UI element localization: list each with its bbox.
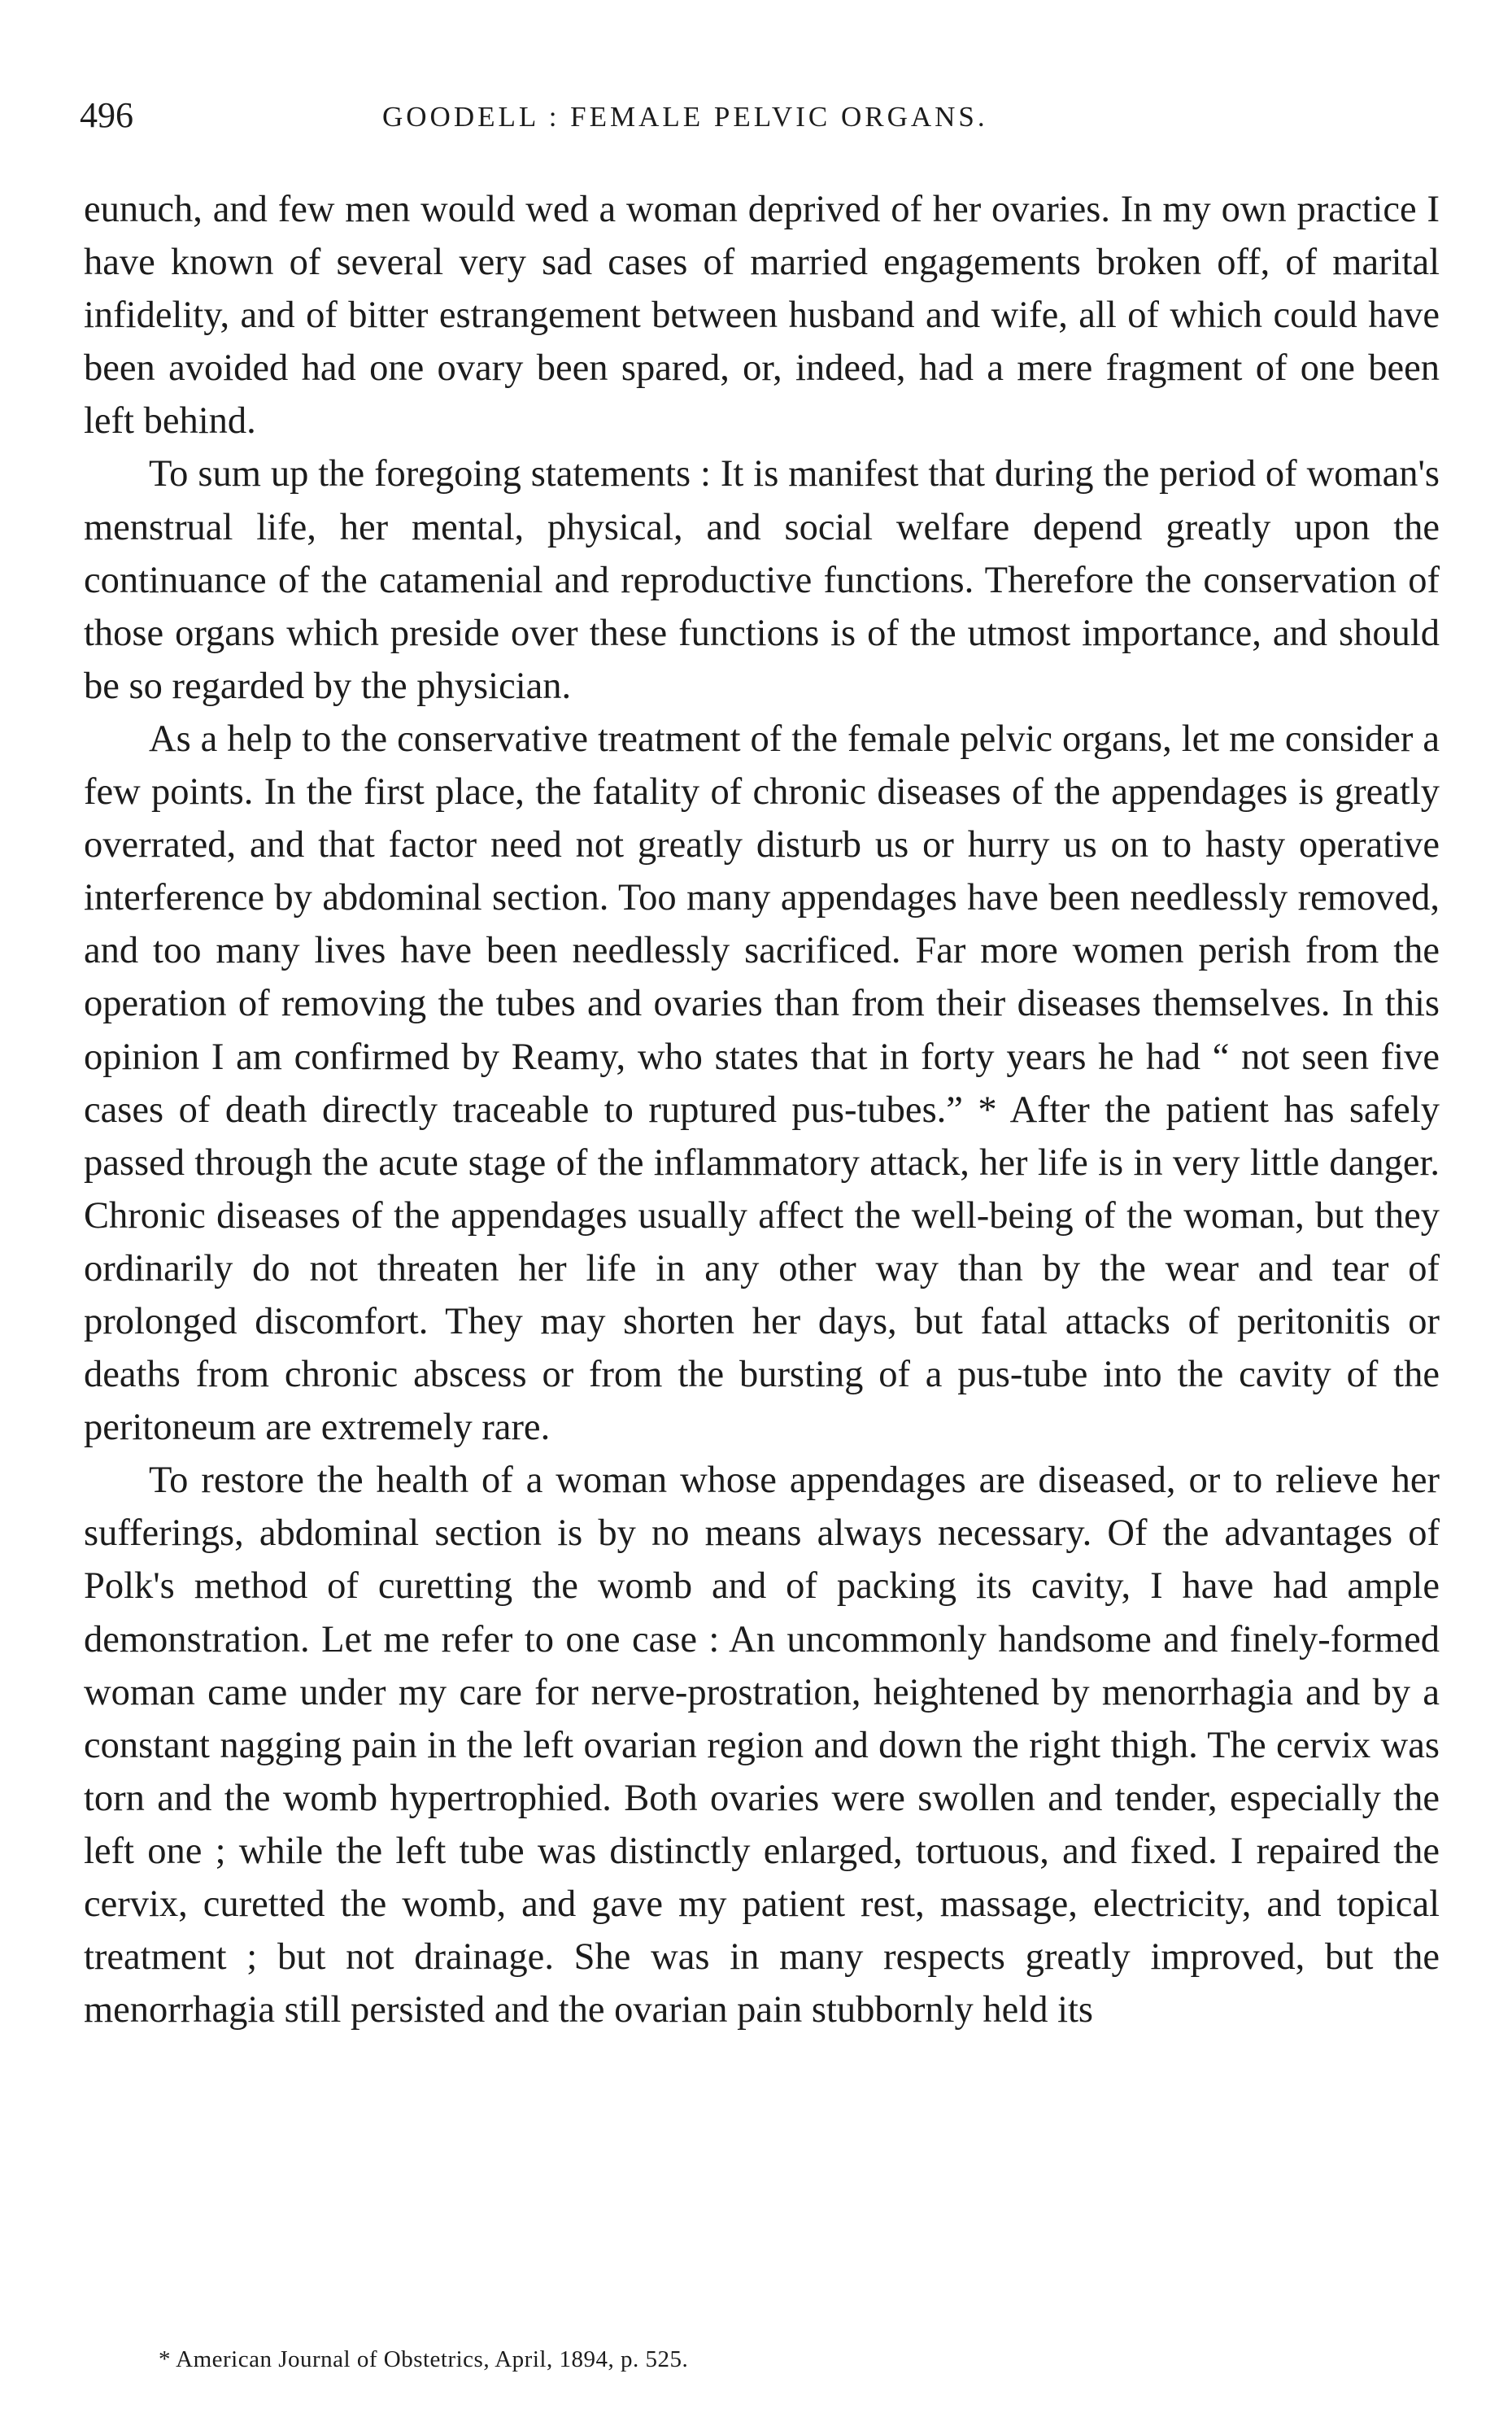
running-title: GOODELL : FEMALE PELVIC ORGANS. [382, 101, 988, 133]
body-text [84, 183, 1440, 2036]
paragraph-continuation: eunuch, and few men would wed a woman deprived of her ovaries. In my own practice I have known of several very sad cases of married engagements broken off, of marital infidelity, and of bitter estrangement between husband and wife, all of which could have been avoided had one ovary been spared, or, indeed, had a mere fragment of one been left behind. [84, 189, 1440, 443]
paragraph-conservative-treatment: As a help to the conservative treatment of the female pelvic organs, let me consider a few points. In the first place, the fatality of chronic diseases of the appendages is greatly overrated, and that factor need not greatly disturb us or hurry us on to hasty operative interference by abdominal section. Too many appendages have been needlessly removed, and too many lives have been needlessly sacrificed. Far more women perish from the operation of removing the tubes and ovaries than from their diseases themselves. In this opinion I am confirmed by Reamy, who states that in forty years he had “ not seen five cases of death directly traceable to ruptured pus-tubes.” * After the patient has safely passed through the acute stage of the inflammatory attack, her life is in very little danger. Chronic diseases of the appendages usually affect the well-being of the woman, but they ordinarily do not threaten her life in any other way than by the wear and tear of prolonged discomfort. They may shorten her days, but fatal attacks of peritonitis or deaths from chronic abscess or from the bursting of a pus-tube into the cavity of the peritoneum are extremely rare. [84, 718, 1440, 1449]
paragraph-case-report: To restore the health of a woman whose appendages are diseased, or to relieve her sufferings, abdominal section is by no means always necessary. Of the advantages of Polk's method of curetting the womb and of packing its cavity, I have had ample demonstration. Let me refer to one case : An uncommonly handsome and finely-formed woman came under my care for nerve-prostration, heightened by menorrhagia and by a constant nagging pain in the left ovarian region and down the right thigh. The cervix was torn and the womb hypertrophied. Both ovaries were swollen and tender, especially the left one ; while the left tube was distinctly enlarged, tortuous, and fixed. I repaired the cervix, curetted the womb, and gave my patient rest, massage, electricity, and topical treatment ; but not drainage. She was in many respects greatly improved, but the menorrhagia still persisted and the ovarian pain stubbornly held its [84, 1460, 1440, 2031]
paragraph-summary: To sum up the foregoing statements : It is manifest that during the period of woman's menstrual life, her mental, physical, and social welfare depend greatly upon the continuance of the catamenial and reproductive functions. Therefore the conservation of those organs which preside over these functions is of the utmost importance, and should be so regarded by the physician. [84, 453, 1440, 707]
running-head [80, 91, 1430, 140]
page-number: 496 [80, 95, 133, 135]
footnote: * American Journal of Obstetrics, April, 1894, p. 525. [159, 2346, 689, 2372]
